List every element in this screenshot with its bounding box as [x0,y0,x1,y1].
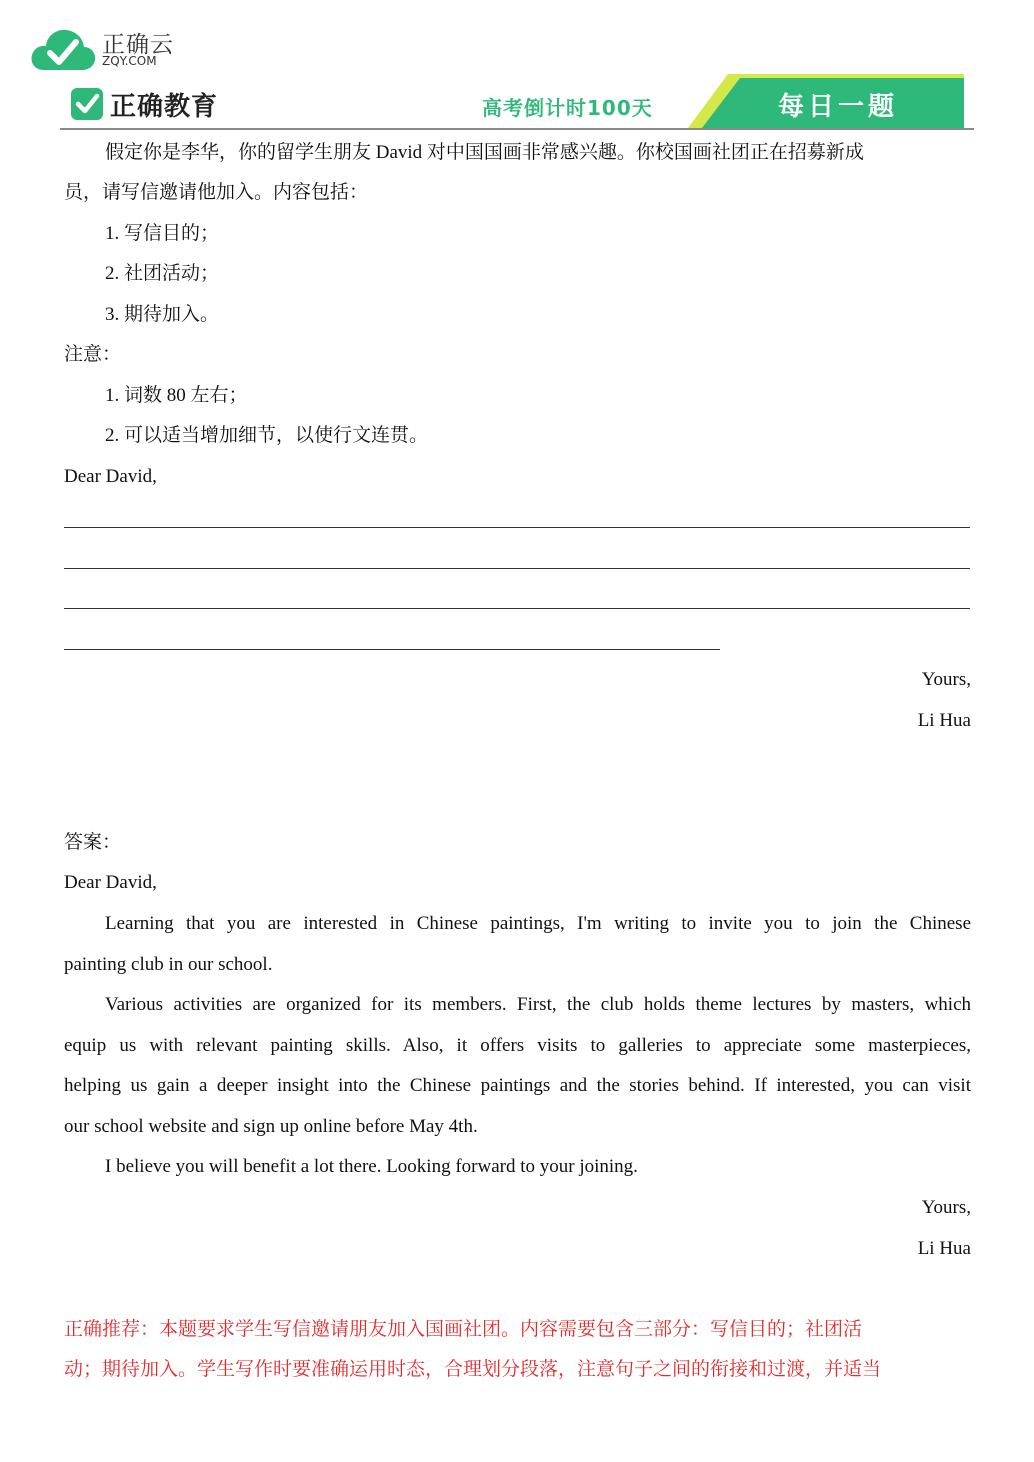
checkmark-icon [70,87,104,121]
zqy-logo[interactable] [30,24,180,74]
header-divider [60,128,974,130]
answer-blank-line [64,649,720,650]
answer-paragraph-2-line: our school website and sign up online before May 4th. [64,1116,478,1137]
letter-signature: Li Hua [917,710,971,731]
answer-blank-line [64,527,970,528]
daily-question-label: 每日一题 [778,92,899,122]
prompt-line-1: 假定你是李华，你的留学生朋友 David 对中国国画非常感兴趣。你校国画社团正在招募新成 [105,142,864,163]
content-point-2: 2. 社团活动； [105,263,220,284]
answer-signature: Li Hua [917,1238,971,1259]
brand-name-cn: 正确云 [102,32,174,58]
answer-paragraph-2-line: Various activities are organized for its members. First, the club holds theme lectures by masters, which [105,994,971,1015]
answer-closing: Yours, [921,1197,971,1218]
prompt-line-2: 员，请写信邀请他加入。内容包括： [64,182,369,203]
letter-closing: Yours, [921,669,971,690]
answer-paragraph-2-line: equip us with relevant painting skills. Also, it offers visits to galleries to appreciate some masterpieces, [64,1035,971,1056]
answer-paragraph-3: I believe you will benefit a lot there. Looking forward to your joining. [105,1156,638,1177]
note-2: 2. 可以适当增加细节，以使行文连贯。 [105,425,429,446]
edu-brand-name: 正确教育 [110,92,219,122]
letter-greeting: Dear David, [64,466,157,487]
note-1: 1. 词数 80 左右； [105,385,248,406]
brand-domain: ZQY.COM [102,54,157,68]
recommendation-line-1: 正确推荐：本题要求学生写信邀请朋友加入国画社团。内容需要包含三部分：写信目的；社团活 [64,1319,863,1340]
answer-paragraph-2-line: helping us gain a deeper insight into the Chinese paintings and the stories behind. If interested, you can visit [64,1075,971,1096]
note-label: 注意： [64,344,122,365]
recommendation-line-2: 动；期待加入。学生写作时要准确运用时态，合理划分段落，注意句子之间的衔接和过渡，并适当 [64,1359,882,1380]
answer-blank-line [64,568,970,569]
exam-countdown: 高考倒计时100天 [482,96,653,120]
answer-label: 答案： [64,832,122,853]
cloud-check-icon [30,26,96,72]
answer-greeting: Dear David, [64,872,157,893]
answer-blank-line [64,608,970,609]
answer-paragraph-1-line: Learning that you are interested in Chinese paintings, I'm writing to invite you to join the Chinese [105,913,971,934]
content-point-3: 3. 期待加入。 [105,304,220,325]
content-point-1: 1. 写信目的； [105,223,220,244]
answer-paragraph-1-line: painting club in our school. [64,954,273,975]
